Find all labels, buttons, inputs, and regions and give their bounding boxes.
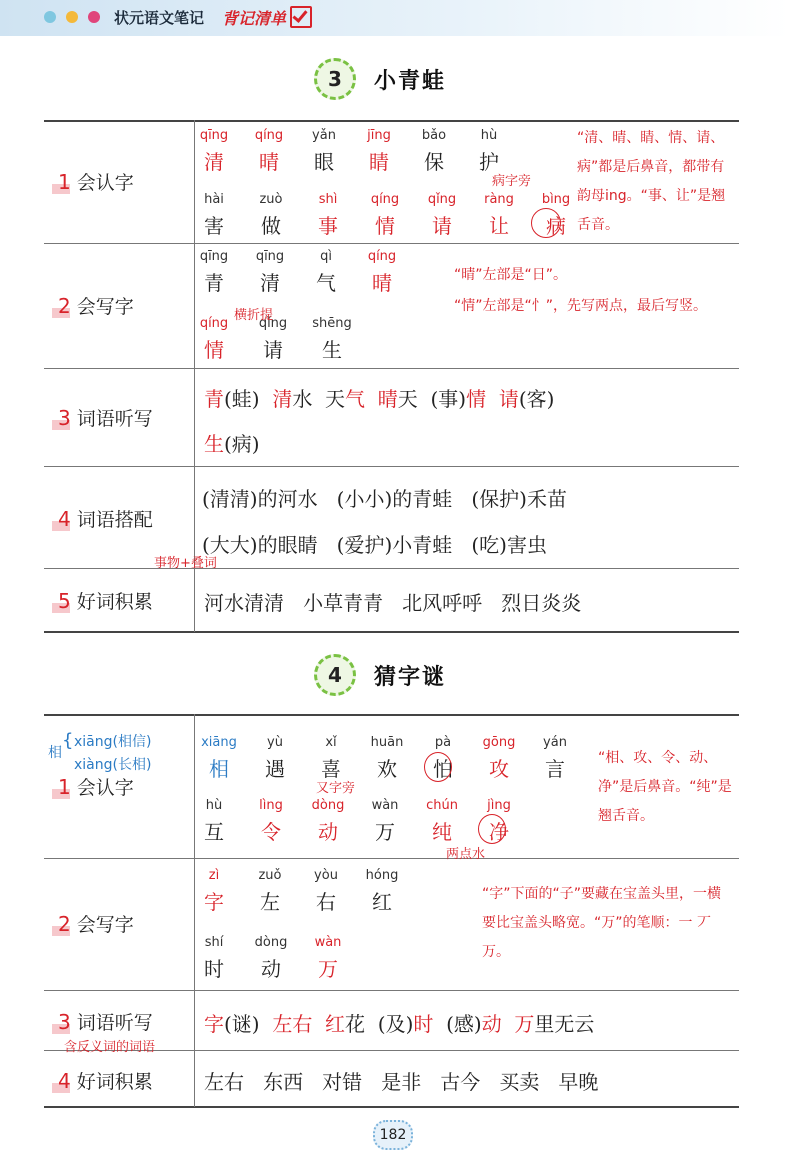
row-label: 1 会认字	[58, 170, 134, 194]
hanzi: 睛	[369, 150, 389, 174]
hanzi: 气	[316, 271, 336, 295]
lesson-3-title	[314, 58, 446, 100]
dictation-word	[365, 387, 378, 411]
pinyin: huān	[370, 735, 404, 750]
pinyin: lìng	[259, 798, 283, 813]
hanzi: 让	[489, 214, 509, 238]
char-cell	[362, 735, 412, 782]
pinyin: qīng	[199, 249, 229, 264]
match-line: (清清)的河水 (小小)的青蛙 (保护)禾苗	[202, 487, 567, 511]
pinyin: wàn	[371, 798, 399, 813]
char-cell	[301, 249, 351, 296]
char-cell	[360, 798, 410, 845]
char-cell	[189, 192, 239, 239]
page-number: 182	[373, 1120, 413, 1150]
row-label: 3 词语听写	[58, 406, 153, 430]
radical-annotation: 两点水	[446, 847, 486, 862]
radical-annotation: 又字旁	[316, 781, 356, 796]
char-cell	[189, 868, 239, 915]
pinyin: shēng	[312, 316, 352, 331]
dictation-word: 红	[325, 1012, 346, 1036]
dictation-word: 生	[204, 432, 224, 456]
row-divider	[44, 568, 739, 569]
pinyin: yòu	[314, 868, 338, 883]
category-annotation: 含反义词的词语	[64, 1040, 156, 1055]
hanzi: 保	[424, 150, 444, 174]
dictation-word	[486, 387, 499, 411]
write-note: “字”下面的“子”要藏在宝盖头里，一横要比宝盖头略宽。“万”的笔顺：一 丆 万。	[482, 886, 722, 960]
pinyin: xiāng	[201, 735, 237, 750]
pinyin: shí	[204, 935, 224, 950]
highlight-circle	[478, 814, 506, 844]
header-bar	[0, 0, 790, 36]
char-cell	[474, 735, 524, 782]
char-cell	[307, 316, 357, 363]
hanzi: 喜	[321, 757, 341, 781]
hanzi: 晴	[372, 271, 392, 295]
checkmark-icon	[290, 6, 312, 28]
hanzi: 言	[545, 757, 565, 781]
char-cell	[474, 192, 524, 239]
row-label: 3 词语听写	[58, 1010, 153, 1034]
hanzi: 红	[372, 890, 392, 914]
row-label: 5 好词积累	[58, 589, 153, 613]
dictation-word: 字	[204, 1012, 224, 1036]
pinyin: zì	[208, 868, 220, 883]
hanzi: 清	[260, 271, 280, 295]
dictation-word	[502, 1012, 515, 1036]
pinyin: pà	[434, 735, 452, 750]
stroke-annotation: 横折提	[234, 308, 274, 323]
table-border	[44, 714, 739, 716]
hanzi: 净	[489, 820, 509, 844]
pinyin: zuǒ	[258, 868, 282, 883]
pinyin: shì	[318, 192, 338, 207]
hanzi: 左	[260, 890, 280, 914]
category-annotation: 事物+叠词	[154, 556, 217, 571]
highlight-circle	[531, 208, 561, 238]
dictation-word	[433, 1012, 446, 1036]
pinyin: qǐng	[427, 192, 457, 207]
hanzi: 攻	[489, 757, 509, 781]
lesson-4-title	[314, 654, 446, 696]
pinyin: dòng	[311, 798, 345, 813]
dictation-line	[204, 1008, 594, 1037]
char-cell	[417, 192, 467, 239]
dictation-word: (谜)	[224, 1012, 260, 1036]
hanzi: 请	[432, 214, 452, 238]
polyphone-reading: xiāng(相信)	[74, 734, 152, 750]
dictation-word: (感)	[446, 1012, 482, 1036]
table-border	[44, 631, 739, 633]
hanzi: 遇	[265, 757, 285, 781]
pinyin: qīng	[255, 249, 285, 264]
dictation-word	[312, 1012, 325, 1036]
pinyin: hù	[205, 798, 223, 813]
char-cell	[299, 128, 349, 175]
table-border	[44, 120, 739, 122]
dictation-line	[204, 428, 260, 457]
row-label: 4 好词积累	[58, 1069, 153, 1093]
write-note: “晴”左部是“日”。	[454, 267, 568, 283]
hanzi: 请	[263, 338, 283, 362]
row-divider	[44, 368, 739, 369]
good-words: 左右 东西 对错 是非 古今 买卖 早晚	[204, 1070, 599, 1094]
hanzi: 相	[209, 757, 229, 781]
lesson-name: 小青蛙	[374, 68, 447, 94]
dictation-line	[204, 383, 554, 412]
row-label: 4 词语搭配	[58, 507, 153, 531]
char-cell	[194, 735, 244, 782]
lesson-number: 3	[314, 58, 356, 100]
dot-icon	[44, 11, 56, 23]
dictation-word	[418, 387, 431, 411]
char-cell	[245, 868, 295, 915]
dictation-word: 万	[514, 1012, 535, 1036]
hanzi: 青	[204, 271, 224, 295]
lesson-name: 猜字谜	[374, 664, 447, 690]
char-cell	[250, 735, 300, 782]
pinyin: zuò	[259, 192, 283, 207]
pinyin: chún	[426, 798, 458, 813]
row-divider	[44, 858, 739, 859]
dictation-word: 时	[413, 1012, 434, 1036]
char-cell	[248, 316, 298, 363]
char-cell	[246, 192, 296, 239]
row-label: 2 会写字	[58, 912, 134, 936]
dictation-word	[312, 387, 325, 411]
char-cell	[303, 935, 353, 982]
dictation-word: 里无云	[534, 1012, 595, 1036]
pinyin: qíng	[199, 316, 229, 331]
good-words: 河水清清 小草青青 北风呼呼 烈日炎炎	[204, 591, 582, 615]
pinyin: bǎo	[421, 128, 447, 143]
hanzi: 令	[261, 820, 281, 844]
char-cell	[357, 868, 407, 915]
row-divider	[44, 243, 739, 244]
pinyin: qǐng	[258, 316, 288, 331]
dictation-word: 清	[272, 387, 293, 411]
pinyin: xǐ	[325, 735, 337, 750]
hanzi: 做	[261, 214, 281, 238]
dictation-word: 气	[345, 387, 366, 411]
dictation-word: 青	[204, 387, 224, 411]
dictation-word: 请	[498, 387, 519, 411]
hanzi: 害	[204, 214, 224, 238]
pinyin: jīng	[367, 128, 391, 143]
hanzi: 动	[261, 957, 281, 981]
book-title: 状元语文笔记	[114, 9, 205, 27]
char-cell	[189, 316, 239, 363]
brace-icon: {	[62, 730, 74, 751]
pinyin: qì	[320, 249, 332, 264]
char-cell	[303, 192, 353, 239]
hanzi: 情	[375, 214, 395, 238]
char-cell	[189, 798, 239, 845]
hanzi: 万	[318, 957, 338, 981]
pinyin: qíng	[254, 128, 284, 143]
hanzi: 病	[546, 214, 566, 238]
char-cell	[244, 128, 294, 175]
hanzi: 事	[318, 214, 338, 238]
dictation-word: (蛙)	[224, 387, 260, 411]
hanzi: 护	[479, 150, 499, 174]
row-divider	[44, 466, 739, 467]
hanzi: 时	[204, 957, 224, 981]
char-cell	[360, 192, 410, 239]
section-title: 背记清单	[222, 9, 287, 28]
char-cell	[303, 798, 353, 845]
pinyin: yù	[267, 735, 283, 750]
dictation-word: (客)	[518, 387, 555, 411]
char-cell	[301, 868, 351, 915]
char-cell	[357, 249, 407, 296]
dictation-word: (病)	[224, 432, 260, 456]
char-cell	[245, 249, 295, 296]
hanzi: 万	[375, 820, 395, 844]
char-cell	[189, 935, 239, 982]
row-label: 2 会写字	[58, 294, 134, 318]
dictation-word: 左右	[272, 1012, 313, 1036]
lesson-number: 4	[314, 654, 356, 696]
dot-icon	[88, 11, 100, 23]
highlight-circle	[424, 752, 452, 782]
hanzi: 怕	[433, 757, 453, 781]
char-cell	[246, 935, 296, 982]
hanzi: 生	[322, 338, 342, 362]
char-cell	[354, 128, 404, 175]
pinyin: ràng	[484, 192, 514, 207]
pinyin: dòng	[254, 935, 288, 950]
pinyin: jìng	[487, 798, 511, 813]
hanzi: 纯	[432, 820, 452, 844]
char-cell	[417, 798, 467, 845]
hanzi: 互	[204, 820, 224, 844]
dictation-word: 花	[345, 1012, 366, 1036]
polyphone-reading: xiàng(长相)	[74, 757, 152, 773]
hanzi: 晴	[259, 150, 279, 174]
dot-icon	[66, 11, 78, 23]
char-cell	[189, 249, 239, 296]
hanzi: 清	[204, 150, 224, 174]
recognize-note: “相、攻、令、动、净”是后鼻音。“纯”是翘舌音。	[598, 750, 732, 824]
dictation-word: (事)	[430, 387, 467, 411]
pinyin: yǎn	[312, 128, 336, 143]
radical-annotation: 病字旁	[492, 174, 532, 189]
pinyin: qīng	[199, 128, 229, 143]
char-cell	[409, 128, 459, 175]
hanzi: 欢	[377, 757, 397, 781]
pinyin: gōng	[482, 735, 516, 750]
dictation-word: 天	[397, 387, 418, 411]
dictation-word	[260, 1012, 273, 1036]
dictation-word: 动	[481, 1012, 502, 1036]
row-divider	[44, 990, 739, 991]
hanzi: 右	[316, 890, 336, 914]
pinyin: yán	[543, 735, 567, 750]
pinyin: wàn	[314, 935, 342, 950]
table-border	[44, 1106, 739, 1108]
char-cell	[189, 128, 239, 175]
dictation-word	[260, 387, 273, 411]
char-cell	[246, 798, 296, 845]
dictation-word	[365, 1012, 378, 1036]
pinyin: hóng	[365, 868, 399, 883]
pinyin: hài	[204, 192, 224, 207]
pinyin: qíng	[370, 192, 400, 207]
char-cell	[530, 735, 580, 782]
hanzi: 动	[318, 820, 338, 844]
write-note: “情”左部是“忄”，先写两点，最后写竖。	[454, 298, 708, 314]
dictation-word: 情	[466, 387, 487, 411]
pinyin: hù	[480, 128, 498, 143]
match-line: (大大)的眼睛 (爱护)小青蛙 (吃)害虫	[202, 533, 547, 557]
polyphone-char: 相	[48, 745, 62, 761]
dictation-word: 晴	[377, 387, 398, 411]
recognize-note: “清、晴、睛、情、请、病”都是后鼻音，都带有韵母ing。“事、让”是翘舌音。	[577, 130, 726, 233]
dictation-word: 水	[292, 387, 313, 411]
char-cell	[306, 735, 356, 782]
dictation-word: (及)	[377, 1012, 414, 1036]
pinyin: bìng	[541, 192, 571, 207]
pinyin: qíng	[367, 249, 397, 264]
row-label: 1 会认字	[58, 775, 134, 799]
hanzi: 眼	[314, 150, 334, 174]
dictation-word: 天	[325, 387, 346, 411]
hanzi: 情	[204, 338, 224, 362]
hanzi: 字	[204, 890, 224, 914]
char-cell	[464, 128, 514, 175]
